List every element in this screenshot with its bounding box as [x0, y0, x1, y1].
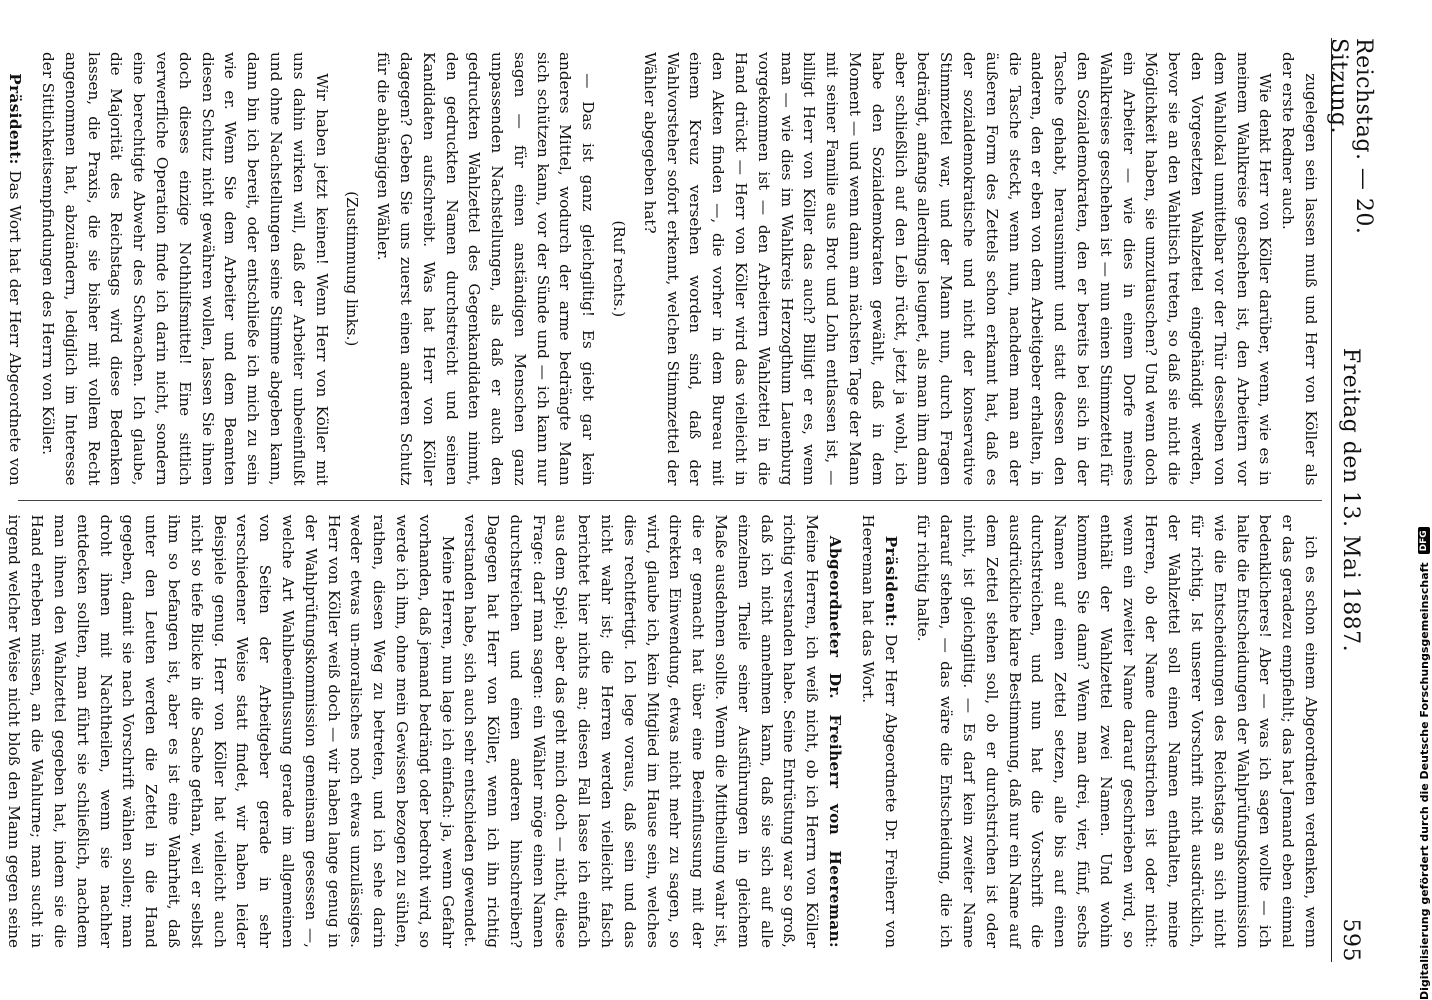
paragraph: Meine Herren, nun lage ich einfach: ja, wenn Gefahr vorhanden, daß jemand bedrängt oder bedroht wird, so werde ich ihm, ohne mein Gewissen bezogen zu sühlen, rathen, diesen Weg zu betreten, und ich sehe darin weder etwas un-moralisches noch etwas unzulässiges. Herr von Köller weiß doch — wir haben lange genug in der Wahlprüfungskommission gemeinsam gesessen —, welche Art Wahlbeeinflussung gerade im allgemeinen von Seiten der Arbeitgeber gerade in sehr verschiedener Weise statt findet, wir haben leider Beispiele genug. Herr von Köller hat vielleicht auch nicht so tiefe Blicke in die Sache gethan, weil er selbst ihm so befangen ist, aber es ist eine Wahrheit, daß unter den Leuten werden die Zettel in die Hand gegeben, damit sie nach Vorschrift wählen sollen; man droht ihnen mit Nachtheilen, wenn sie nachher entdecken sollten, man führt sie schließlich, nachdem man ihnen den Wahlzettel gegeben hat, indem sie die Hand erheben müssen, an die Wahlurne; man sucht in irgend welcher Weise nicht bloß den Mann gegen seine [5, 514, 457, 948]
speaker-label: Abgeordneter Dr. Freiherr von Heereman: [826, 535, 845, 948]
speaker-label: Präsident: [6, 73, 25, 165]
column-left [6, 38, 1322, 500]
digitization-sidebar [1400, 0, 1432, 1000]
sidebar-credit [1416, 0, 1432, 1000]
header-date: Freitag den 13. Mai 1887. [1338, 347, 1364, 653]
paragraph: — Das ist ganz gleichgiltig! Es giebt gar kein anderes Mittel, wodurch der arme bedrängte Mann sich schützen kann, vor der Sünde und — ich kann nur sagen — für einen anständigen Menschen ganz unpassenden Nachstellungen, als daß er auch den gedruckten Wahlzettel des Gegenkandidaten nimmt, den gedruckten Namen durchstreicht und seinen Kandidaten aufschreibt. Was hat Herr von Köller dagegen? Geben Sie uns zuerst einen anderen Schutz für die abhängigen Wähler. [374, 52, 598, 486]
speaker-label: Präsident: [881, 535, 900, 628]
column-right [5, 501, 1322, 963]
paragraph: ich es schon einem Abgeordneten verdenken, wenn er das geradezu empfiehlt; das hat Jemand eben einmal bedenklicheres! Aber — was ich sagen wollte — ich halte die Entscheidungen der Wahlprüfungskommission wie die Entscheidungen des Reichstags an sich nicht für richtig. Ist unserer Vorschrift nicht ausdrücklich, der Wahlzettel soll einen Namen enthalten, meine Herren, ob der Name durchstrichen ist oder nicht: wenn ein zweiter Name darauf geschrieben wird, so enthält der Wahlzettel zwei Namen. Und wohin kommen Sie dann? Wenn man drei, vier, fünf, sechs Namen auf einen Zettel setzen, alle bis auf einen durchstreichen, und nun hat die Vorschrift die ausdrückliche klare Bestimmung, daß nur ein Name auf dem Zettel stehen soll, ob er durchstrichen ist oder nicht, ist gleichgiltig. — Es darf kein zweiter Name darauf stehen, — das wäre die Entscheidung, die ich für richtig halte. [914, 514, 1320, 948]
header-page-number: 595 [1338, 918, 1364, 962]
header-session-title: Reichstag. — 20. Sitzung. [1326, 38, 1376, 235]
speaker-text: Meine Herren, ich weiß nicht, ob ich Herrn von Köller richtig verstanden habe. Seine Entrüstung war so groß, daß ich nicht annehmen kann, daß sie sich auf alle einzelnen Theile seiner Ausführungen in gleichem Maße ausdehnen sollte. Wenn die Mittheilung wahr ist, die er gemacht hat über eine Beeinflussung mit der direkten Einwendung, etwas nicht mehr zu sagen, so wird, glaube ich, kein Mitglied im Hause sein, welches dies rechtfertigt. Ich lege voraus, daß sein und das nicht wahr ist; die Herren werden vielleicht falsch berichtet hier nichts an; diesen Fall lasse ich einfach aus dem Spiel; aber das geht mich doch — nicht, diese Frage: darf man sagen: ein Wähler möge einen Namen durchstreichen und einen anderen hinschreiben? Dagegen hat Herr von Köller, wenn ich ihn richtig verstanden habe, sich auch sehr entschieden gewendet. [461, 514, 822, 948]
speaker-text: Der Herr Abgeordnete Dr. Freiherr von Heereman hat das Wort. [858, 514, 900, 949]
paragraph: zugelegen sein lassen muß und Herr von Köller als der erste Redner auch. [1279, 52, 1320, 486]
paragraph: Wir haben jetzt keinen! Wenn Herr von Köller mit uns dahin wirken will, daß der Arbeiter unbeeinflußt und ohne Nachstellungen seine Stimme abgeben kann, dann bin ich bereit, oder entschließe ich mich zu sein wie er. Wenn Sie dem Arbeiter und dem Beamten diesen Schutz nicht gewähren wollen, lassen Sie ihnen doch dieses einzige Nothhilfsmittel! Eine sittlich verwerfliche Operation finde ich darin nicht, sondern eine berechtigte Abwehr des Schwachen. Ich glaube, die Majorität des Reichstags wird diese Bedenken lassen, die Praxis, die sie bisher mit vollem Recht angenommen hat, abzuändern, lediglich im Interesse der Sittlichkeitsempfindungen des Herrn von Köller. [38, 52, 331, 486]
speaker-paragraph [856, 515, 902, 949]
speaker-text: Das Wort hat der Herr Abgeordnete von [6, 170, 25, 486]
page-header [1326, 38, 1376, 962]
text-columns [5, 38, 1322, 962]
stage-direction: (Zustimmung links.) [343, 191, 362, 347]
speaker-paragraph [459, 515, 847, 949]
sidebar-credit-text: Digitalisierung gefördert durch die Deutsche Forschungsgemeinschaft [1417, 562, 1431, 1000]
speaker-paragraph [0, 52, 26, 486]
stage-direction: (Ruf rechts.) [610, 220, 629, 318]
paragraph: Wie denkt Herr von Köller darüber, wenn, wie es in meinem Wahlkreise geschehen ist, den Arbeitern vor dem Wahllokal unmittelbar vor der Thür desselben von den Vorgesetzten Wahlzettel eingehändigt werden, bevor sie an den Wahltisch treten, so daß sie nicht die Möglichkeit haben, sie umzutauschen? Und wenn doch ein Arbeiter — wie dies in einem Dorfe meines Wahlkreises geschehen ist — nun einen Stimmzettel für den Sozialdemokraten, den er bereits bei sich in der Tasche gehabt, herausnimmt und statt dessen den anderen, den er eben von dem Arbeitgeber erhalten, in die Tasche steckt, wenn nun, nachdem man an der äußeren Form des Zettels schon erkannt hat, daß es der sozialdemokratische und nicht der konservative Stimmzettel war, und der Mann nun, durch Fragen bedrängt, anfangs allerdings leugnet, als man ihm dann aber schließlich auf den Leib rückt, jetzt ja wohl, ich habe den Sozialdemokraten gewählt, daß in dem Moment — und wenn dann am nächsten Tage der Mann mit seiner Familie aus Brot und Lohn entlassen ist, — billigt Herr von Köller das auch? Billigt er es, wenn man — wie dies im Wahlkreis Herzogthum Lauenburg vorgekommen ist — den Arbeitern Wahlzettel in die Hand drückt — Herr von Köller wird das vielleicht in den Akten finden —, die vorher in dem Bureau mit einem Kreuz versehen worden sind, daß der Wahlvorsteher sofort erkennt, welchen Stimmzettel der Wähler abgegeben hat? [640, 52, 1275, 486]
dfg-logo: DFG [1418, 527, 1430, 554]
